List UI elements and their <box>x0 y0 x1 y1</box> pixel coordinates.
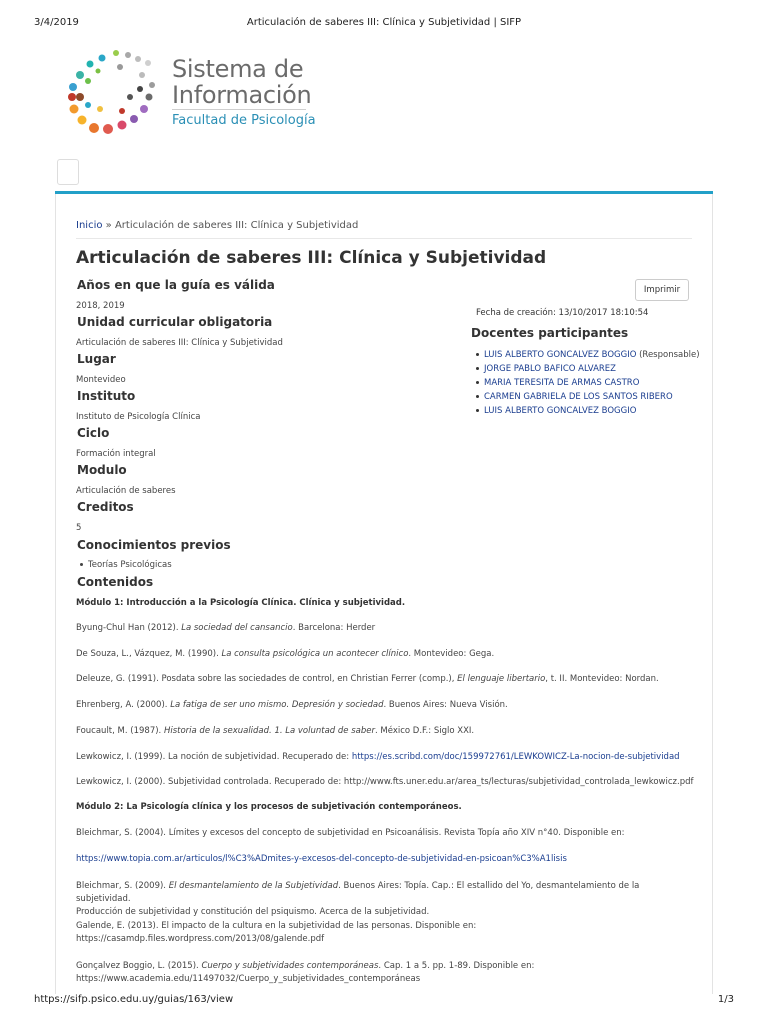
docente-item <box>476 362 700 376</box>
breadcrumb-current: Articulación de saberes III: Clínica y Subjetividad <box>114 220 359 231</box>
reference-item <box>76 673 696 686</box>
docentes-title: Docentes participantes <box>471 326 629 340</box>
field-value-lugar: Montevideo <box>76 375 126 385</box>
reference-item <box>76 920 696 946</box>
print-page-number: 1/3 <box>717 994 734 1005</box>
ref-title: La fatiga de ser uno mismo. Depresión y sociedad <box>170 700 384 710</box>
field-label-unidad: Unidad curricular obligatoria <box>77 315 273 329</box>
ref-text: . Buenos Aires: Nueva Visión. <box>383 700 508 710</box>
bullet-icon <box>476 381 479 384</box>
field-label-creditos: Creditos <box>77 500 134 514</box>
docente-link[interactable]: LUIS ALBERTO GONCALVEZ BOGGIO <box>484 406 637 416</box>
reference-item <box>76 699 696 712</box>
bullet-icon <box>476 395 479 398</box>
field-label-lugar: Lugar <box>77 352 116 366</box>
ref-text: https://www.academia.edu/11497032/Cuerpo_y_subjetividades_contemporáneas <box>76 974 421 984</box>
ref-text: Gonçalvez Boggio, L. (2015). <box>76 961 202 971</box>
ref-text: Lewkowicz, I. (1999). La noción de subjetividad. Recuperado de: <box>76 752 352 762</box>
print-footer <box>34 994 734 1008</box>
bullet-icon <box>476 409 479 412</box>
docente-link[interactable]: LUIS ALBERTO GONCALVEZ BOGGIO <box>484 350 637 360</box>
field-label-conocimientos: Conocimientos previos <box>77 538 231 552</box>
field-value-creditos: 5 <box>76 523 82 533</box>
ref-link[interactable] <box>76 853 696 866</box>
breadcrumb-separator: » <box>102 220 115 231</box>
print-header <box>34 17 734 31</box>
bullet-icon <box>476 353 479 356</box>
logo-line2: Información <box>172 81 312 109</box>
reference-item <box>76 880 696 919</box>
field-value-unidad: Articulación de saberes III: Clínica y Subjetividad <box>76 338 283 348</box>
field-label-anos: Años en que la guía es válida <box>77 278 275 292</box>
docentes-list <box>476 348 700 418</box>
ref-text: Bleichmar, S. (2009). <box>76 881 169 891</box>
bullet-icon <box>80 563 83 566</box>
logo-line1: Sistema de <box>172 55 304 83</box>
ref-title: La sociedad del cansancio <box>181 623 293 633</box>
reference-item <box>76 648 696 661</box>
modulo2-heading: Módulo 2: La Psicología clínica y los procesos de subjetivación contemporáneos. <box>76 802 462 812</box>
field-value-modulo: Articulación de saberes <box>76 486 176 496</box>
page-title: Articulación de saberes III: Clínica y Subjetividad <box>76 248 547 268</box>
docente-role: (Responsable) <box>636 350 700 360</box>
conocimientos-item <box>80 560 172 570</box>
breadcrumb-home-link[interactable]: Inicio <box>76 220 103 231</box>
ref-text: . Montevideo: Gega. <box>408 649 495 659</box>
ref-text: . Buenos Aires: Topía. Cap.: El estallido del Yo, desmantelamiento de la subjetividad. <box>76 881 640 904</box>
conocimientos-item-text: Teorías Psicológicas <box>88 560 172 570</box>
ref-title: El desmantelamiento de la Subjetividad <box>168 881 339 891</box>
ref-text: https://casamdp.files.wordpress.com/2013/08/galende.pdf <box>76 934 325 944</box>
reference-item <box>76 960 696 986</box>
nav-toggle-button[interactable] <box>57 159 79 185</box>
ref-text: Producción de subjetividad y constitución del psiquismo. Acerca de la subjetividad. <box>76 907 430 917</box>
ref-text: Galende, E. (2013). El impacto de la cultura en la subjetividad de las personas. Disponible en: <box>76 921 477 931</box>
docente-link[interactable]: JORGE PABLO BAFICO ALVAREZ <box>484 364 616 374</box>
ref-title: Cuerpo y subjetividades contemporáneas <box>201 961 379 971</box>
field-label-instituto: Instituto <box>77 389 136 403</box>
field-label-contenidos: Contenidos <box>77 575 154 589</box>
docente-link[interactable]: CARMEN GABRIELA DE LOS SANTOS RIBERO <box>484 392 673 402</box>
ref-text: De Souza, L., Vázquez, M. (1990). <box>76 649 222 659</box>
ref-text: , t. II. Montevideo: Nordan. <box>545 674 659 684</box>
field-label-modulo: Modulo <box>77 463 127 477</box>
ref-text: Ehrenberg, A. (2000). <box>76 700 171 710</box>
ref-link[interactable]: https://es.scribd.com/doc/159972761/LEWKOWICZ-La-nocion-de-subjetividad <box>351 752 680 762</box>
field-label-ciclo: Ciclo <box>77 426 110 440</box>
logo-dots-icon <box>60 45 160 140</box>
reference-item: Bleichmar, S. (2004). Límites y excesos del concepto de subjetividad en Psicoanálisis. Revista Topía año XIV n°40. Disponible en: <box>76 828 625 838</box>
field-value-ciclo: Formación integral <box>76 449 156 459</box>
print-title: Articulación de saberes III: Clínica y Subjetividad | SIFP <box>246 17 522 28</box>
docente-link[interactable]: MARIA TERESITA DE ARMAS CASTRO <box>484 378 640 388</box>
reference-item: Lewkowicz, I. (2000). Subjetividad controlada. Recuperado de: http://www.fts.uner.edu.ar/area_ts/lecturas/subjetividad_controlada_lewkowicz.pdf <box>76 777 694 787</box>
ref-title: El lenguaje libertario <box>457 674 546 684</box>
logo-divider <box>172 109 306 110</box>
reference-item <box>76 622 696 635</box>
ref-text: Foucault, M. (1987). <box>76 726 164 736</box>
ref-text: . Cap. 1 a 5. pp. 1-89. Disponible en: <box>378 961 535 971</box>
ref-link-text[interactable]: https://www.topia.com.ar/articulos/l%C3%ADmites-y-excesos-del-concepto-de-subjetividad-en-psicoan%C3%A1lisis <box>76 854 567 864</box>
print-date: 3/4/2019 <box>34 17 79 28</box>
ref-title: La consulta psicológica un acontecer clínico <box>221 649 409 659</box>
breadcrumb <box>76 220 358 231</box>
ref-title: Historia de la sexualidad. 1. La voluntad de saber <box>163 726 375 736</box>
docente-item <box>476 348 700 362</box>
modulo1-heading: Módulo 1: Introducción a la Psicología Clínica. Clínica y subjetividad. <box>76 598 406 608</box>
ref-text: Deleuze, G. (1991). Posdata sobre las sociedades de control, en Christian Ferrer (comp.), <box>76 674 458 684</box>
docente-item <box>476 390 700 404</box>
creation-date: Fecha de creación: 13/10/2017 18:10:54 <box>476 308 649 318</box>
breadcrumb-divider <box>76 238 692 239</box>
ref-text: Byung-Chul Han (2012). <box>76 623 182 633</box>
ref-text: . Barcelona: Herder <box>292 623 376 633</box>
docente-item <box>476 404 700 418</box>
print-url: https://sifp.psico.edu.uy/guias/163/view <box>34 994 234 1005</box>
field-value-instituto: Instituto de Psicología Clínica <box>76 412 201 422</box>
reference-item <box>76 725 696 738</box>
bullet-icon <box>476 367 479 370</box>
site-logo[interactable] <box>60 45 320 140</box>
reference-item <box>76 751 696 764</box>
logo-line3: Facultad de Psicología <box>172 113 316 128</box>
ref-text: . México D.F.: Siglo XXI. <box>375 726 475 736</box>
print-button[interactable]: Imprimir <box>635 279 689 301</box>
docente-item <box>476 376 700 390</box>
field-value-anos: 2018, 2019 <box>76 301 125 311</box>
